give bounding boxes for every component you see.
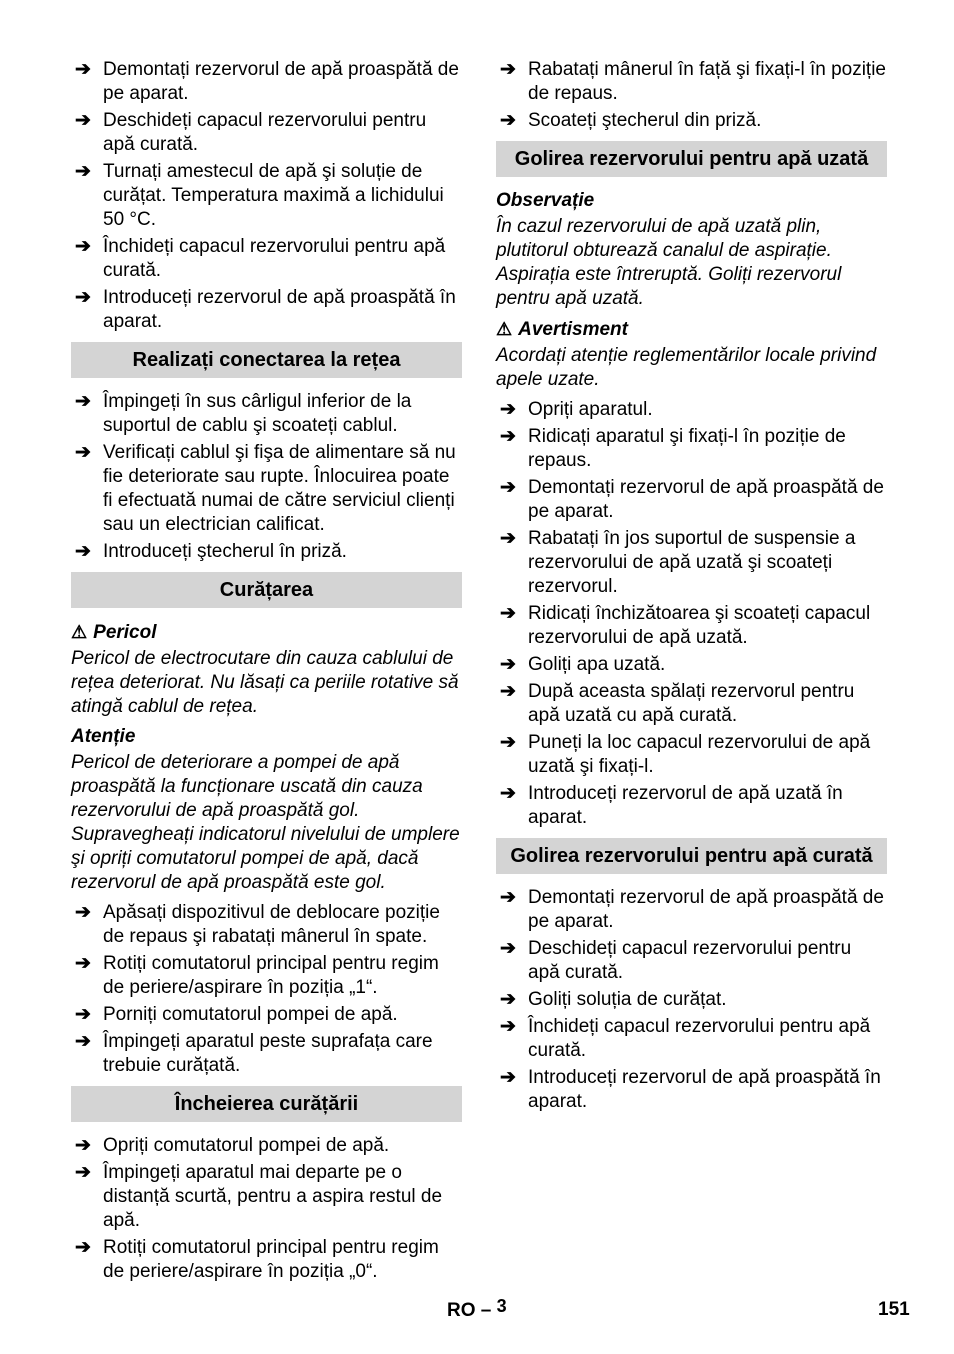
arrow-right-icon: ➔ [75, 59, 91, 80]
arrow-right-icon: ➔ [75, 541, 91, 562]
arrow-right-icon: ➔ [500, 59, 516, 80]
list-item [496, 109, 887, 133]
note-title: Observație [496, 190, 595, 211]
list-item-text: Împingeți aparatul peste suprafața care trebuie curățată. [103, 1031, 433, 1076]
arrow-right-icon: ➔ [500, 783, 516, 804]
arrow-right-icon: ➔ [75, 902, 91, 923]
steps-list [71, 58, 462, 334]
arrow-right-icon: ➔ [500, 528, 516, 549]
steps-list [71, 901, 462, 1078]
warning-title-text: Avertisment [518, 319, 628, 340]
list-item [496, 1015, 887, 1063]
list-item-text: Introduceți ştecherul în priză. [103, 541, 347, 562]
list-item-text: Rabatați în jos suportul de suspensie a rezervorului de apă uzată şi scoateți rezervorul. [528, 528, 856, 597]
list-item [71, 441, 462, 537]
list-item [71, 1030, 462, 1078]
steps-list [496, 886, 887, 1114]
list-item-text: Introduceți rezervorul de apă proaspătă în aparat. [103, 287, 456, 332]
left-column [71, 58, 462, 1287]
arrow-right-icon: ➔ [75, 161, 91, 182]
arrow-right-icon: ➔ [500, 681, 516, 702]
arrow-right-icon: ➔ [500, 938, 516, 959]
list-item-text: Demontați rezervorul de apă proaspătă de pe aparat. [528, 477, 884, 522]
arrow-right-icon: ➔ [500, 399, 516, 420]
list-item [71, 109, 462, 157]
list-item-text: Ridicați aparatul şi fixați-l în poziție de repaus. [528, 426, 846, 471]
list-item [496, 58, 887, 106]
list-item-text: Puneți la loc capacul rezervorului de apă uzată şi fixați-l. [528, 732, 871, 777]
danger-title [71, 620, 462, 645]
arrow-right-icon: ➔ [75, 1237, 91, 1258]
footer-lang: RO – [447, 1300, 492, 1321]
danger-text: Pericol de electrocutare din cauza cablului de rețea deteriorat. Nu lăsați ca periile rotative să atingă cablul de rețea. [71, 648, 459, 717]
danger-title-text: Pericol [93, 622, 157, 643]
list-item-text: Opriți aparatul. [528, 399, 653, 420]
list-item [496, 886, 887, 934]
arrow-right-icon: ➔ [75, 391, 91, 412]
list-item [496, 1066, 887, 1114]
list-item-text: Demontați rezervorul de apă proaspătă de pe aparat. [528, 887, 884, 932]
list-item-text: Scoateți ştecherul din priză. [528, 110, 762, 131]
list-item [71, 901, 462, 949]
list-item [496, 782, 887, 830]
list-item-text: Introduceți rezervorul de apă uzată în aparat. [528, 783, 843, 828]
arrow-right-icon: ➔ [500, 732, 516, 753]
list-item-text: Rotiți comutatorul principal pentru regim de periere/aspirare în poziția „1“. [103, 953, 439, 998]
steps-list [71, 390, 462, 564]
note-text: În cazul rezervorului de apă uzată plin, plutitorul obturează canalul de aspirație. Aspirația este întreruptă. Goliți rezervorul pentru apă uzată. [496, 216, 842, 309]
arrow-right-icon: ➔ [75, 236, 91, 257]
list-item [71, 1236, 462, 1284]
list-item [496, 937, 887, 985]
warning-text: Acordați atenție reglementărilor locale privind apele uzate. [496, 345, 877, 390]
steps-list [496, 58, 887, 133]
list-item [496, 527, 887, 599]
list-item [496, 476, 887, 524]
list-item-text: Verificați cablul şi fişa de alimentare să nu fie deteriorate sau rupte. Înlocuirea poate fi efectuată numai de către serviciul clienți sau un electrician calificat. [103, 442, 456, 535]
arrow-right-icon: ➔ [75, 1004, 91, 1025]
list-item-text: După aceasta spălați rezervorul pentru apă uzată cu apă curată. [528, 681, 855, 726]
arrow-right-icon: ➔ [500, 989, 516, 1010]
steps-list [71, 1134, 462, 1284]
arrow-right-icon: ➔ [500, 1016, 516, 1037]
list-item [71, 952, 462, 1000]
arrow-right-icon: ➔ [500, 477, 516, 498]
list-item [71, 390, 462, 438]
footer-section-page: 3 [496, 1296, 507, 1316]
arrow-right-icon: ➔ [75, 1162, 91, 1183]
list-item-text: Deschideți capacul rezervorului pentru apă curată. [528, 938, 852, 983]
warning-triangle-icon: ⚠ [496, 319, 513, 339]
list-item-text: Apăsați dispozitivul de deblocare poziție de repaus şi rabatați mânerul în spate. [103, 902, 440, 947]
section-heading-end-cleaning: Încheierea curățării [71, 1086, 462, 1122]
list-item [71, 235, 462, 283]
section-heading-cleaning: Curățarea [71, 572, 462, 608]
arrow-right-icon: ➔ [75, 110, 91, 131]
list-item [71, 540, 462, 564]
list-item [71, 58, 462, 106]
section-heading-empty-dirty-tank: Golirea rezervorului pentru apă uzată [496, 141, 887, 177]
list-item-text: Demontați rezervorul de apă proaspătă de pe aparat. [103, 59, 459, 104]
list-item [71, 1003, 462, 1027]
warning-triangle-icon: ⚠ [71, 622, 88, 642]
list-item-text: Turnați amestecul de apă şi soluție de curățat. Temperatura maximă a lichidului 50 °C. [103, 161, 444, 230]
list-item [496, 398, 887, 422]
list-item [496, 602, 887, 650]
list-item [496, 680, 887, 728]
arrow-right-icon: ➔ [500, 654, 516, 675]
list-item-text: Rotiți comutatorul principal pentru regim de periere/aspirare în poziția „0“. [103, 1237, 439, 1282]
list-item [496, 653, 887, 677]
arrow-right-icon: ➔ [500, 110, 516, 131]
arrow-right-icon: ➔ [75, 442, 91, 463]
attention-text: Pericol de deteriorare a pompei de apă proaspătă la funcționare uscată din cauza rezervorului de apă proaspătă gol. Supravegheați indicatorul nivelului de umplere şi opriți comutatorul pompei de apă, dacă rezervorul de apă proaspătă este gol. [71, 752, 460, 893]
list-item [71, 1134, 462, 1158]
list-item-text: Împingeți aparatul mai departe pe o distanță scurtă, pentru a aspira restul de apă. [103, 1162, 443, 1231]
arrow-right-icon: ➔ [500, 426, 516, 447]
list-item [71, 1161, 462, 1233]
list-item-text: Goliți apa uzată. [528, 654, 666, 675]
steps-list [496, 398, 887, 830]
list-item-text: Rabatați mânerul în față şi fixați-l în poziție de repaus. [528, 59, 887, 104]
list-item-text: Ridicați închizătoarea şi scoateți capacul rezervorului de apă uzată. [528, 603, 871, 648]
warning-title [496, 317, 887, 342]
section-heading-network: Realizați conectarea la rețea [71, 342, 462, 378]
arrow-right-icon: ➔ [75, 287, 91, 308]
arrow-right-icon: ➔ [75, 1031, 91, 1052]
list-item-text: Închideți capacul rezervorului pentru apă curată. [103, 236, 446, 281]
list-item [71, 160, 462, 232]
list-item-text: Opriți comutatorul pompei de apă. [103, 1135, 390, 1156]
list-item [496, 988, 887, 1012]
list-item-text: Porniți comutatorul pompei de apă. [103, 1004, 398, 1025]
page-number: 151 [878, 1299, 910, 1320]
arrow-right-icon: ➔ [75, 953, 91, 974]
section-heading-empty-clean-tank: Golirea rezervorului pentru apă curată [496, 838, 887, 874]
arrow-right-icon: ➔ [500, 1067, 516, 1088]
list-item-text: Introduceți rezervorul de apă proaspătă în aparat. [528, 1067, 881, 1112]
right-column [496, 58, 887, 1117]
list-item-text: Deschideți capacul rezervorului pentru apă curată. [103, 110, 427, 155]
list-item [496, 425, 887, 473]
arrow-right-icon: ➔ [500, 887, 516, 908]
arrow-right-icon: ➔ [75, 1135, 91, 1156]
list-item [71, 286, 462, 334]
list-item-text: Închideți capacul rezervorului pentru apă curată. [528, 1016, 871, 1061]
footer-section-label [447, 1298, 507, 1323]
arrow-right-icon: ➔ [500, 603, 516, 624]
list-item-text: Goliți soluția de curățat. [528, 989, 727, 1010]
list-item [496, 731, 887, 779]
list-item-text: Împingeți în sus cârligul inferior de la suportul de cablu şi scoateți cablul. [103, 391, 412, 436]
attention-title: Atenție [71, 726, 136, 747]
